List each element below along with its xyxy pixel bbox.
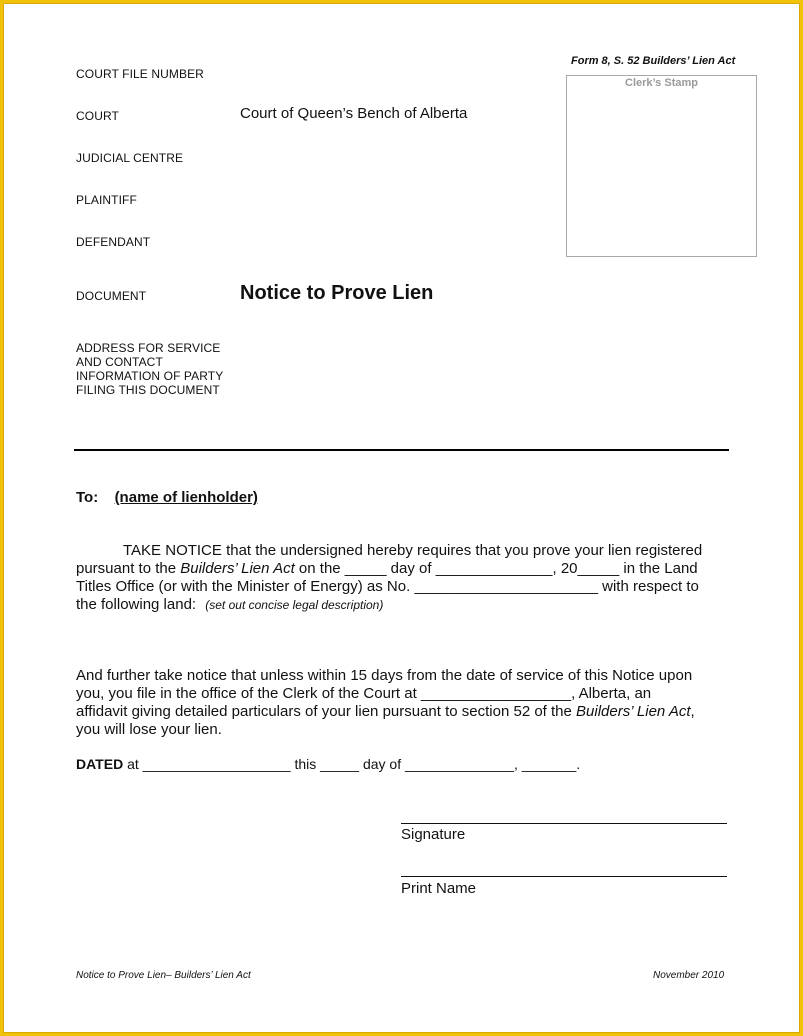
section-divider xyxy=(74,449,729,451)
document-label: DOCUMENT xyxy=(76,289,147,303)
paragraph-1-line-3: Titles Office (or with the Minister of Energy) as No. ______________________ with respect to xyxy=(76,578,699,595)
court-file-number-label: COURT FILE NUMBER xyxy=(76,67,204,81)
builders-lien-act-reference-2: Builders’ Lien Act xyxy=(576,703,691,720)
paragraph-1-line-1: TAKE NOTICE that the undersigned hereby requires that you prove your lien registered xyxy=(123,542,703,559)
paragraph-2-line-3-suffix: , xyxy=(690,703,695,720)
address-line-3: INFORMATION OF PARTY xyxy=(76,369,224,383)
paragraph-2-line-3-prefix: affidavit giving detailed particulars of your lien pursuant to section 52 of the xyxy=(76,703,577,720)
lienholder-name-placeholder: (name of lienholder) xyxy=(114,489,258,506)
paragraph-1-line-2-suffix: on the _____ day of ______________, 20_____ in the Land xyxy=(294,560,698,577)
paragraph-1-line-4-prefix: the following land: xyxy=(76,596,197,613)
dated-line xyxy=(76,756,580,772)
print-name-label: Print Name xyxy=(401,880,477,897)
document-title: Notice to Prove Lien xyxy=(240,282,434,304)
address-line-1: ADDRESS FOR SERVICE xyxy=(76,341,221,355)
to-label: To: xyxy=(76,489,99,506)
notice-paragraph-2 xyxy=(76,667,726,739)
court-label: COURT xyxy=(76,109,119,123)
paragraph-1-line-4 xyxy=(76,596,726,614)
address-line-4: FILING THIS DOCUMENT xyxy=(76,383,220,397)
paragraph-2-line-4: you will lose your lien. xyxy=(76,721,222,738)
builders-lien-act-reference: Builders’ Lien Act xyxy=(180,560,295,577)
dated-label: DATED xyxy=(76,756,124,772)
plaintiff-label: PLAINTIFF xyxy=(76,193,137,207)
paragraph-2-line-3 xyxy=(76,703,726,721)
court-value: Court of Queen’s Bench of Alberta xyxy=(240,105,468,122)
defendant-label: DEFENDANT xyxy=(76,235,151,249)
to-line xyxy=(76,489,258,507)
footer-title: Notice to Prove Lien– Builders’ Lien Act xyxy=(76,970,251,981)
dated-text: at ___________________ this _____ day of ______________, _______. xyxy=(127,756,581,772)
stamp-label: Clerk’s Stamp xyxy=(625,77,698,89)
clerks-stamp-box xyxy=(566,75,757,257)
address-for-service-label xyxy=(76,341,223,397)
address-line-2: AND CONTACT xyxy=(76,355,163,369)
signature-label: Signature xyxy=(401,826,466,843)
paragraph-2-line-1: And further take notice that unless within 15 days from the date of service of this Notice upon xyxy=(76,667,693,684)
paragraph-1-line-2 xyxy=(76,560,726,578)
notice-paragraph-1 xyxy=(76,542,726,614)
print-name-line xyxy=(401,876,727,877)
form-reference: Form 8, S. 52 Builders’ Lien Act xyxy=(571,55,736,67)
legal-description-instruction: (set out concise legal description) xyxy=(205,598,384,612)
paragraph-1-line-2-prefix: pursuant to the xyxy=(76,560,181,577)
paragraph-2-line-2: you, you file in the office of the Clerk of the Court at __________________, Alberta, an xyxy=(76,685,652,702)
footer-date: November 2010 xyxy=(653,970,725,981)
signature-line xyxy=(401,823,727,824)
judicial-centre-label: JUDICIAL CENTRE xyxy=(76,151,184,165)
